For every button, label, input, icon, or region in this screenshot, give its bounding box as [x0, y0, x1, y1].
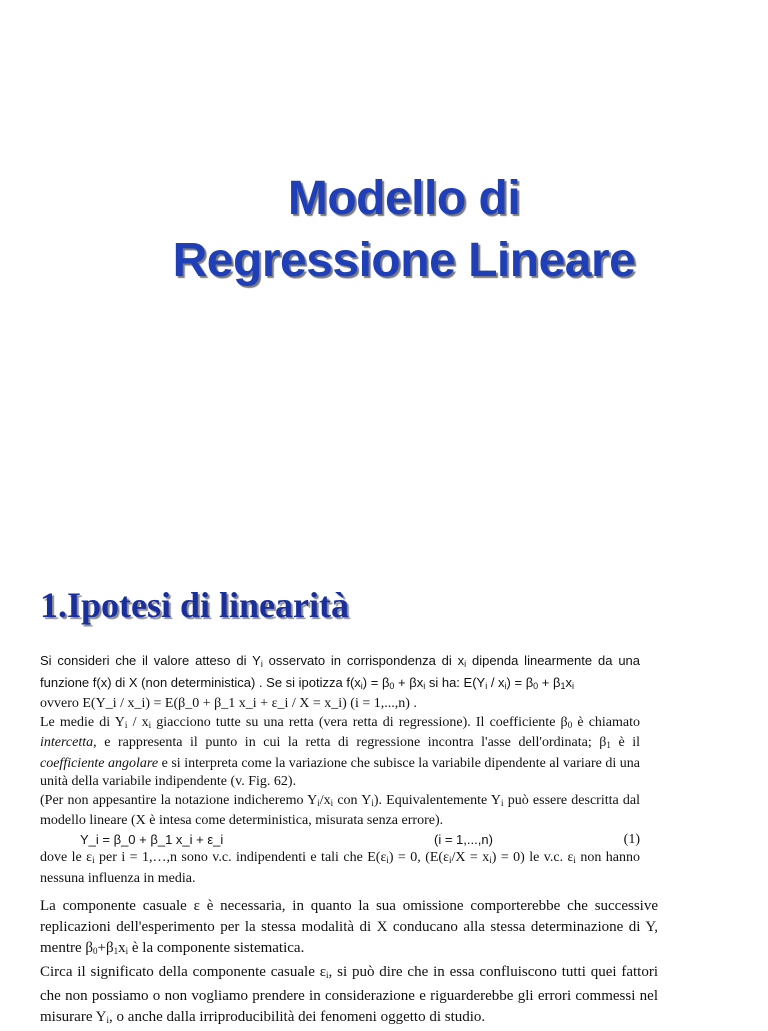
term-coefficiente-angolare: coefficiente angolare [40, 755, 159, 771]
paragraph-linearity [40, 652, 640, 888]
equation-formula: Y_i = β_0 + β_1 x_i + ε_i [80, 831, 224, 847]
equation-1 [40, 831, 640, 850]
term-intercetta: intercetta [40, 735, 94, 750]
paragraph-random-component [40, 896, 658, 1031]
dove-sentence: dove le $\varepsilon_i$ per i = 1,…,n sono v.c. indipendenti e tali che $E(\varepsilon_i) = 0$, $(E(\varepsilon_i/X = x_i) = 0)$ le v.c. $\varepsilon_i$ non hanno nessuna influenza in media. [40, 850, 640, 886]
notation-sentence: (Per non appesantire la notazione indicheremo $Y_i/x_i$ con $Y_i$). Equivalentemente $Y_i$ può essere descritta dal modello lineare (X è intesa come deterministica, misurata senza errore). [40, 792, 640, 828]
slide-title [0, 168, 768, 292]
section-heading: 1.Ipotesi di linearità [40, 585, 350, 625]
title-line-1: Modello di [287, 172, 521, 225]
equation-range: (i = 1,...,n) [434, 831, 493, 847]
title-line-2: Regressione Lineare [172, 234, 636, 287]
equation-number: (1) [623, 831, 640, 847]
intro-sentence: Si consideri che il valore atteso di $Y_i$ osservato in corrispondenza di $x_i$ dipenda linearmente da una funzione f(x) di X (non deterministica) . Se si ipotizza $f(x_i) = \beta_0 + \beta x_i$ si ha: $E(Y_i / x_i) = \beta_0 + \beta_1x_i$ [40, 653, 641, 691]
ovvero-line: ovvero E(Y_i / x_i) = E(β_0 + β_1 x_i + ε_i / X = x_i) (i = 1,...,n) . [40, 696, 417, 711]
meaning-sentence: Circa il significato della componente casuale $\varepsilon_i$, si può dire che in essa confluiscono tutti quei fattori che non possiamo o non vogliamo prendere in considerazione e riguarderebbe gli errori commessi nel misurare $Y_i$, o anche dalla irriproducibilità dei fenomeni oggetto di studio. [40, 964, 658, 1025]
medie-sentence: Le medie di $Y_i / x_i$ giacciono tutte su una retta (vera retta di regressione). Il coefficiente $\beta_0$ è chiamato intercetta, e rappresenta il punto in cui la retta di regressione incontra l'asse dell'ordinata; $\beta_1$ è il coefficiente angolare e si interpreta come la variazione che subisce la variabile dipendente al variare di una unità della variabile indipendente (v. Fig. 62). [40, 714, 641, 789]
component-sentence: La componente casuale ε è necessaria, in quanto la sua omissione comporterebbe che successive replicazioni dell'esperimento per la stessa modalità di X conducano alla stessa determinazione di Y, mentre $\beta_0+\beta_1x_i$ è la componente sistematica. [40, 898, 658, 956]
